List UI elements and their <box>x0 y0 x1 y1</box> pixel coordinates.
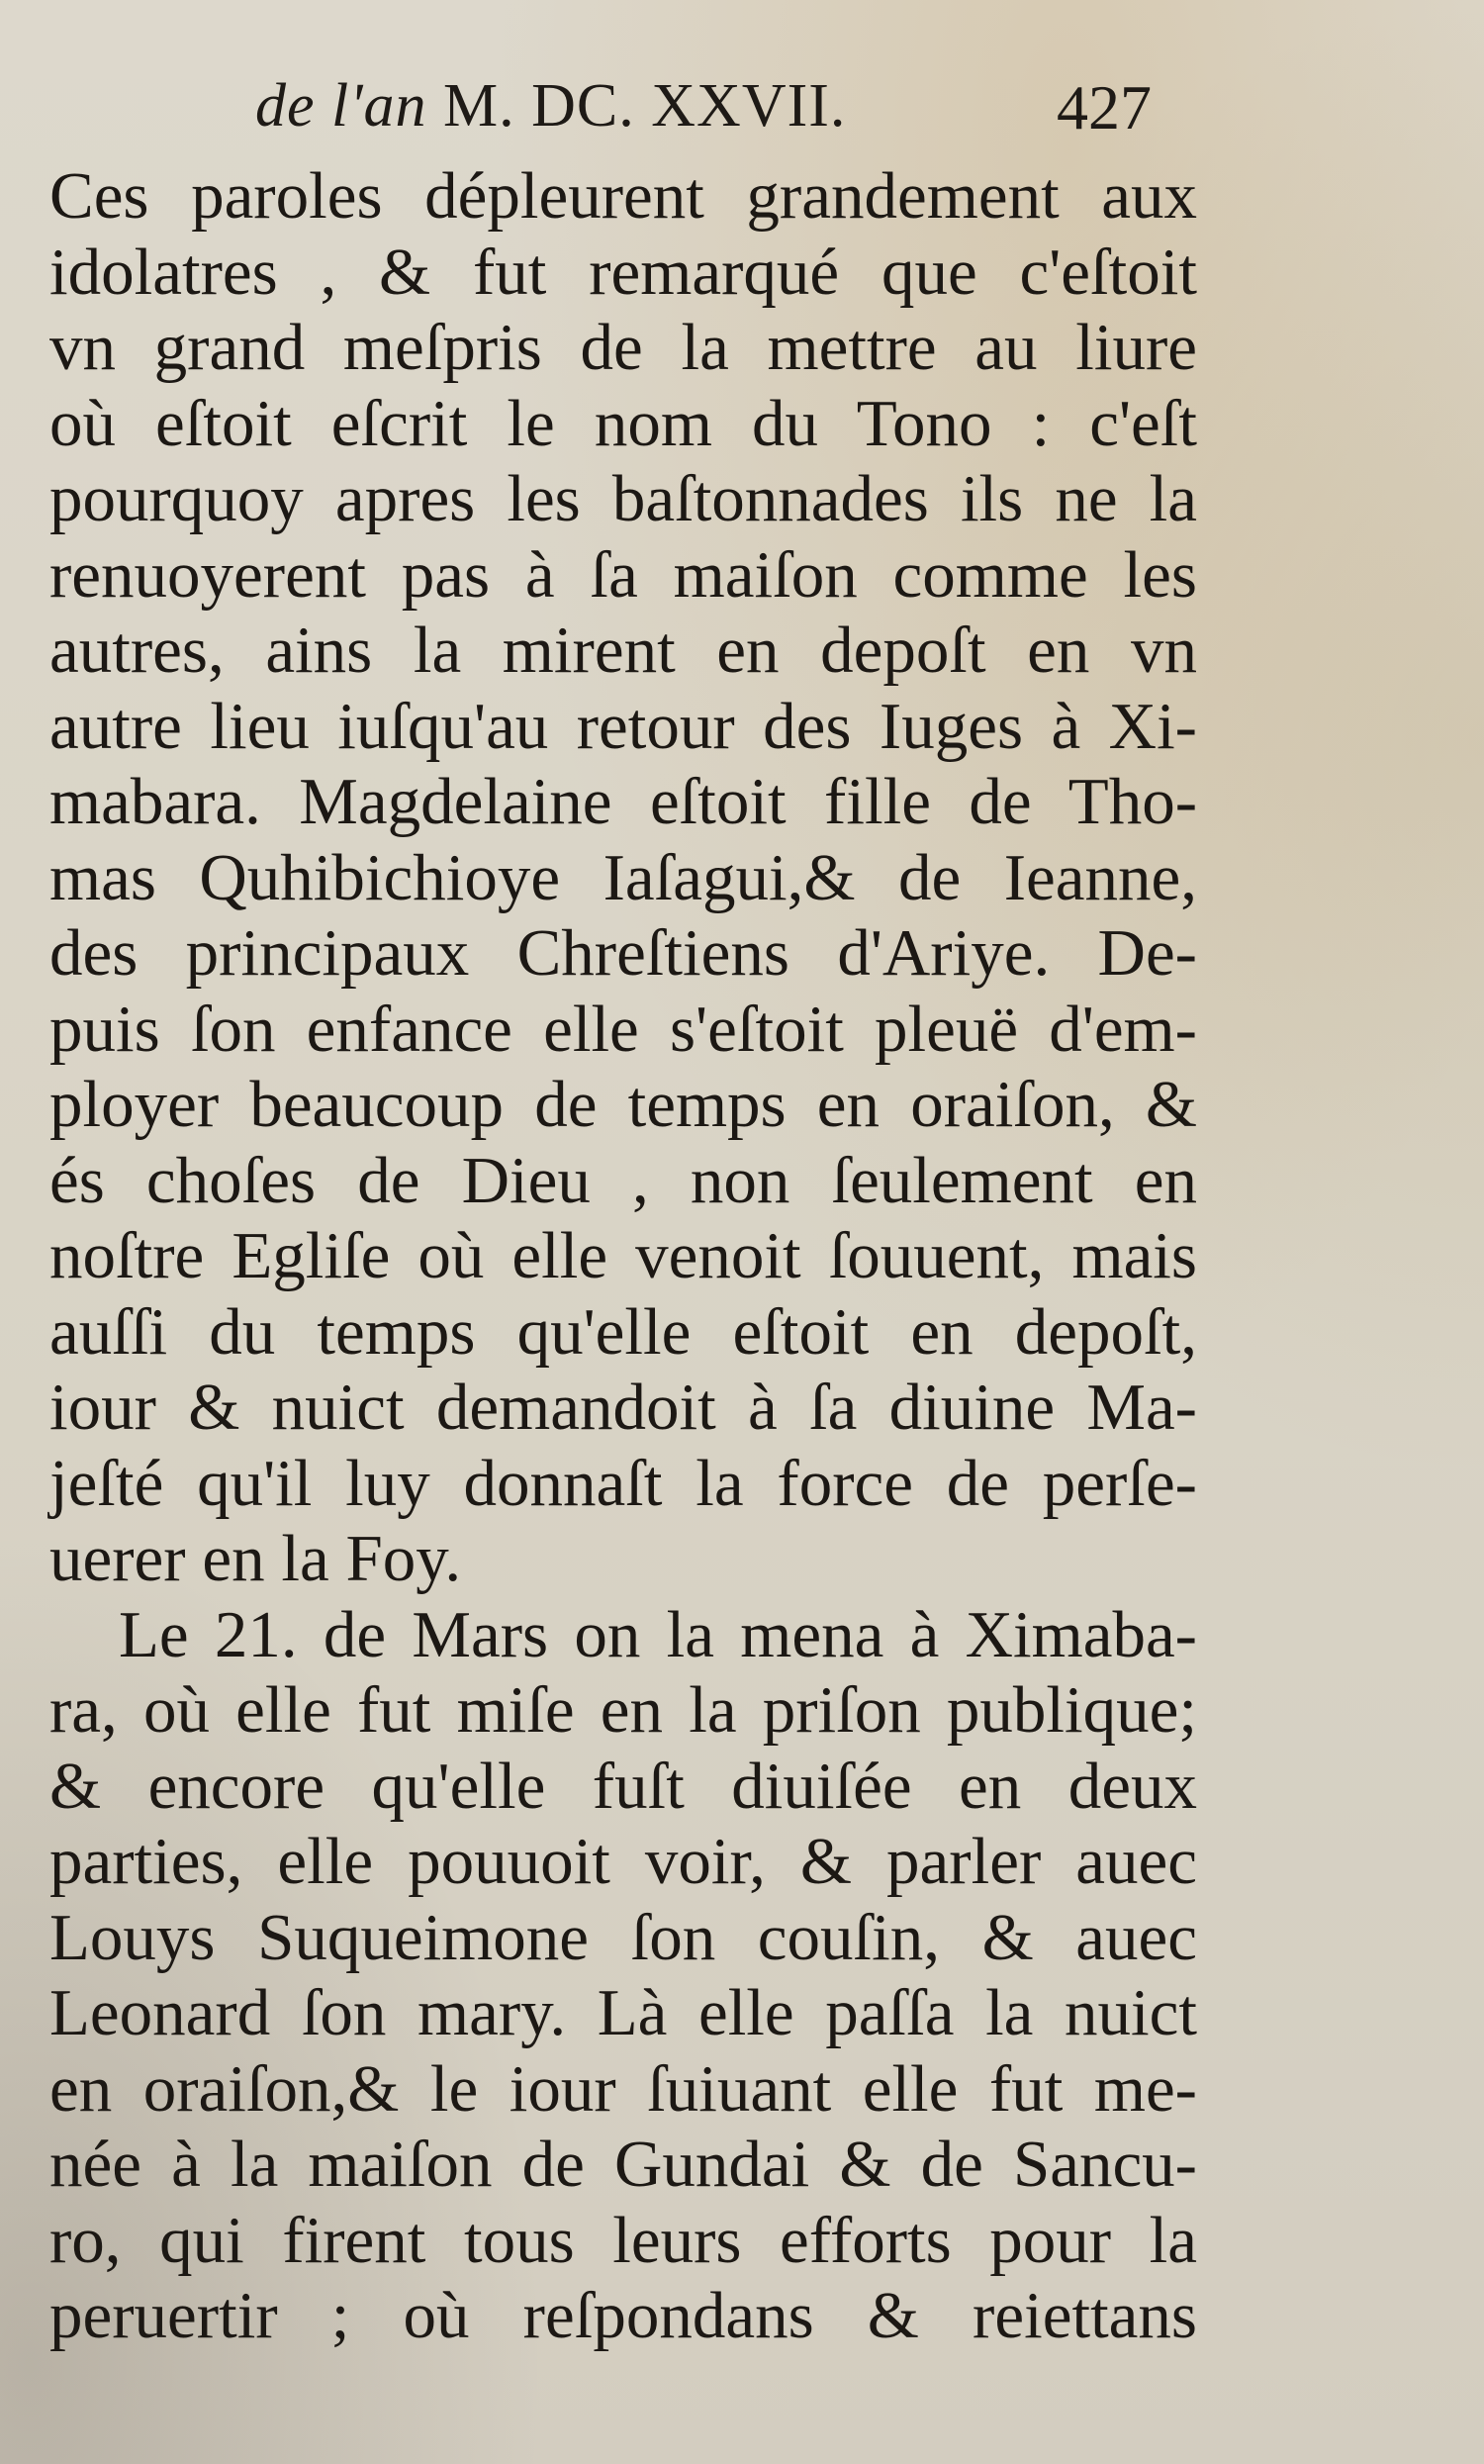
text-line: noſtre Egliſe où elle venoit ſouuent, mais <box>49 1219 1197 1292</box>
text-line: és choſes de Dieu , non ſeulement en <box>49 1143 1197 1217</box>
text-line: Ces paroles dépleurent grandement aux <box>49 159 1197 233</box>
text-line: des principaux Chreſtiens d'Ariye. De- <box>49 916 1197 990</box>
text-line: vn grand meſpris de la mettre au liure <box>49 311 1197 384</box>
text-line: ployer beaucoup de temps en oraiſon, & <box>49 1068 1197 1141</box>
page-number: 427 <box>1057 72 1152 142</box>
text-line: mabara. Magdelaine eſtoit fille de Tho- <box>49 765 1197 838</box>
running-title-roman: M. DC. XXVII. <box>426 72 847 140</box>
text-line: idolatres , & fut remarqué que c'eſtoit <box>49 235 1197 309</box>
text-line: mas Quhibichioye Iaſagui,& de Ieanne, <box>49 840 1197 914</box>
text-line: Le 21. de Mars on la mena à Ximaba- <box>119 1597 1197 1671</box>
text-line: iour & nuict demandoit à ſa diuine Ma- <box>49 1371 1197 1444</box>
text-line: & encore qu'elle fuſt diuiſée en deux <box>49 1749 1197 1823</box>
running-title-italic: de l'an <box>255 72 427 140</box>
text-line: née à la maiſon de Gundai & de Sancu- <box>49 2128 1197 2201</box>
text-line: ra, où elle fut miſe en la priſon publique; <box>49 1673 1197 1747</box>
text-line: Leonard ſon mary. Là elle paſſa la nuict <box>49 1976 1197 2049</box>
text-line: jeſté qu'il luy donnaſt la force de perſe- <box>49 1446 1197 1520</box>
text-line: puis ſon enfance elle s'eſtoit pleuë d'em- <box>49 992 1197 1066</box>
text-line: autres, ains la mirent en depoſt en vn <box>49 614 1197 687</box>
body-text <box>49 158 1197 2354</box>
running-title <box>255 71 846 142</box>
running-head <box>0 71 1484 160</box>
text-line: parties, elle pouuoit voir, & parler auec <box>49 1825 1197 1898</box>
text-line: uerer en la Foy. <box>49 1522 462 1595</box>
text-line: peruertir ; où reſpondans & reiettans <box>49 2279 1197 2352</box>
text-line: en oraiſon,& le iour ſuiuant elle fut me- <box>49 2051 1197 2126</box>
text-line: pourquoy apres les baſtonnades ils ne la <box>49 462 1197 535</box>
text-line: autre lieu iuſqu'au retour des Iuges à Xi- <box>49 689 1197 763</box>
text-line: auſſi du temps qu'elle eſtoit en depoſt, <box>49 1294 1197 1369</box>
text-line: Louys Suqueimone ſon couſin, & auec <box>49 1900 1197 1974</box>
text-line: ro, qui firent tous leurs efforts pour la <box>49 2203 1197 2277</box>
text-line: renuoyerent pas à ſa maiſon comme les <box>49 537 1197 612</box>
text-line: où eſtoit eſcrit le nom du Tono : c'eſt <box>49 386 1197 460</box>
